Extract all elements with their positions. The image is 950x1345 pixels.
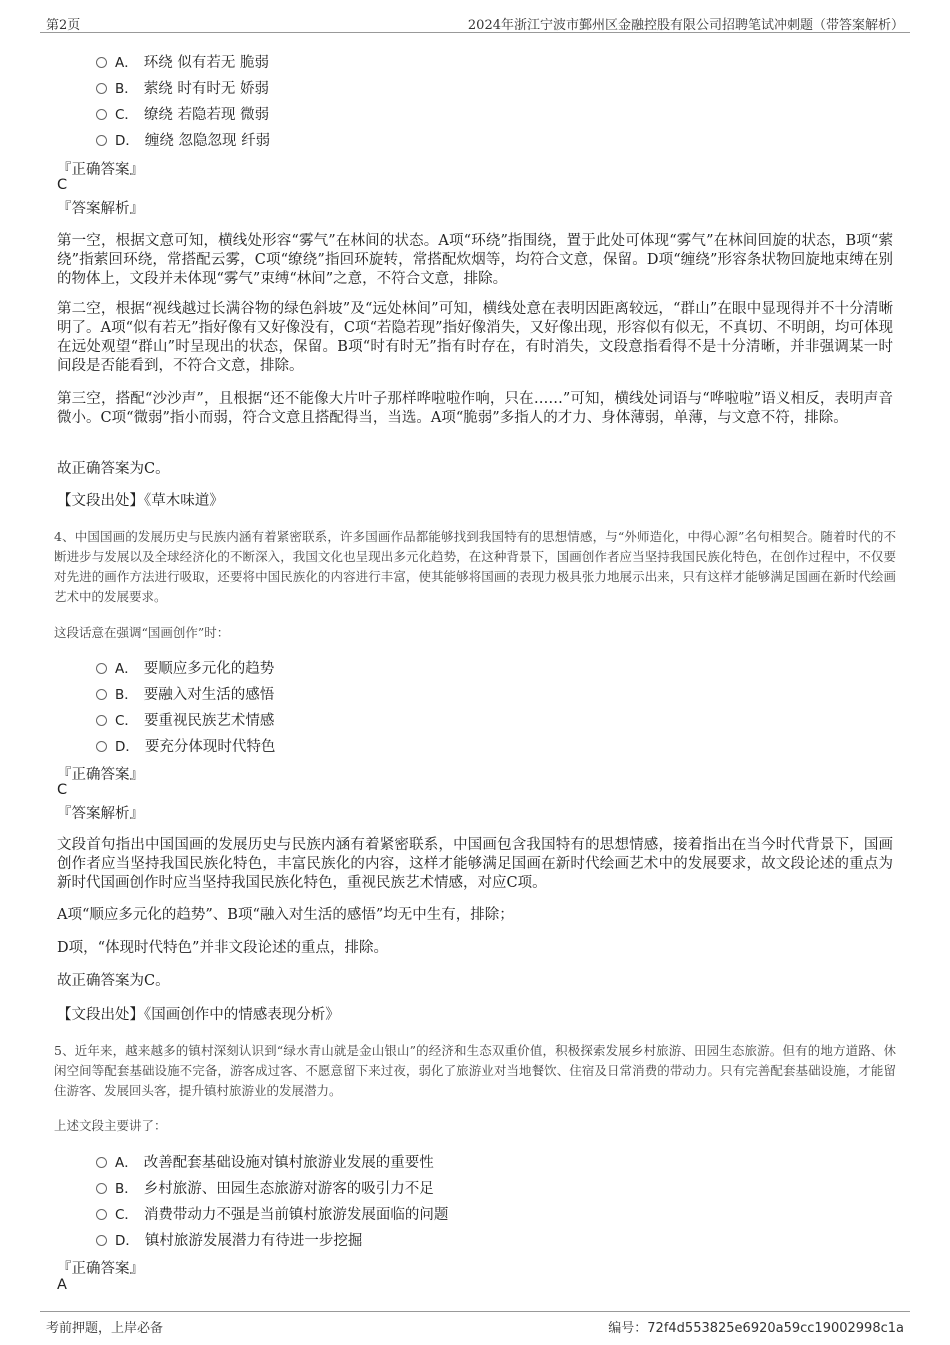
q3-analysis-para-3: 第三空，搭配“沙沙声”，且根据“还不能像大片叶子那样哗啦啦作响，只在……”可知，横线处词语与“哗啦啦”语义相反，表明声音微小。C项“微弱”指小而弱，符合文意且搭配得当，当选。A项“脆弱”多指人的才力、身体薄弱，单薄，与文意不符，排除。 — [57, 391, 893, 426]
q4-analysis-para-1: 文段首句指出中国国画的发展历史与民族内涵有着紧密联系，中国画包含我国特有的思想情感，接着指出在当今时代背景下，国画创作者应当坚持我国民族化特色，丰富民族化的内容，这样才能够满足国画在新时代绘画艺术中的发展要求，故文段论述的重点为新时代国画创作时应当坚持我国民族化特色，重视民族艺术情感，对应C项。 — [57, 837, 893, 891]
q4-answer: C — [57, 782, 68, 798]
q4-option-d[interactable]: D． 要充分体现时代特色 — [96, 735, 275, 756]
q4-prompt: 这段话意在强调“国画创作”时： — [54, 625, 230, 640]
radio-icon[interactable] — [96, 689, 107, 700]
radio-icon[interactable] — [96, 135, 107, 146]
q5-option-b[interactable]: B． 乡村旅游、田园生态旅游对游客的吸引力不足 — [96, 1177, 434, 1198]
q3-conclusion: 故正确答案为C。 — [57, 461, 170, 477]
q3-analysis-label: 『答案解析』 — [57, 201, 144, 217]
q3-option-d[interactable]: D． 缠绕 忽隐忽现 纤弱 — [96, 129, 270, 150]
radio-icon[interactable] — [96, 741, 107, 752]
page-footer — [40, 1311, 910, 1336]
document-title: 2024年浙江宁波市鄞州区金融控股有限公司招聘笔试冲刺题（带答案解析） — [467, 18, 904, 33]
radio-icon[interactable] — [96, 57, 107, 68]
radio-icon[interactable] — [96, 1183, 107, 1194]
q4-analysis-para-2: A项“顺应多元化的趋势”、B项“融入对生活的感悟”均无中生有，排除； — [57, 907, 514, 923]
footer-slogan: 考前押题，上岸必备 — [46, 1321, 164, 1336]
document-code — [608, 1317, 904, 1336]
q5-option-c[interactable]: C． 消费带动力不强是当前镇村旅游发展面临的问题 — [96, 1203, 448, 1224]
q3-answer-label: 『正确答案』 — [57, 162, 144, 178]
q5-option-a[interactable]: A． 改善配套基础设施对镇村旅游业发展的重要性 — [96, 1151, 434, 1172]
q4-analysis-label: 『答案解析』 — [57, 806, 144, 822]
q3-option-a[interactable]: A． 环绕 似有若无 脆弱 — [96, 51, 269, 72]
radio-icon[interactable] — [96, 663, 107, 674]
q5-option-d[interactable]: D． 镇村旅游发展潜力有待进一步挖掘 — [96, 1229, 362, 1250]
radio-icon[interactable] — [96, 1235, 107, 1246]
q4-source: 【文段出处】《国画创作中的情感表现分析》 — [57, 1007, 340, 1023]
page-number: 第2页 — [46, 18, 81, 33]
q5-prompt: 上述文段主要讲了： — [54, 1118, 167, 1133]
q5-stem: 5、近年来，越来越多的镇村深刻认识到“绿水青山就是金山银山”的经济和生态双重价值，积极探索发展乡村旅游、田园生态旅游。但有的地方道路、休闲空间等配套基础设施不完备，游客成过客、不愿意留下来过夜，弱化了旅游业对当地餐饮、住宿及日常消费的带动力。只有完善配套基础设施，才能留住游客、发展回头客，提升镇村旅游业的发展潜力。 — [54, 1043, 896, 1098]
q3-answer: C — [57, 177, 68, 193]
radio-icon[interactable] — [96, 1157, 107, 1168]
code-label: 编号： — [608, 1321, 648, 1336]
q4-conclusion: 故正确答案为C。 — [57, 973, 170, 989]
q3-option-b[interactable]: B． 萦绕 时有时无 娇弱 — [96, 77, 269, 98]
q3-analysis-para-2: 第二空，根据“视线越过长满谷物的绿色斜坡”及“远处林间”可知，横线处意在表明因距离较远，“群山”在眼中显现得并不十分清晰明了。A项“似有若无”指好像有又好像没有，C项“若隐若现”指好像消失，又好像出现，形容似有似无，不真切、不明朗，均可体现在远处观望“群山”时呈现出的状态，保留。B项“时有时无”指有时存在，有时消失，文段意指看得不是十分清晰，并非强调某一时间段是否能看到，不符合文意，排除。 — [57, 301, 893, 374]
q5-answer: A — [57, 1277, 67, 1293]
q3-source: 【文段出处】《草木味道》 — [57, 493, 224, 509]
code-value: 72f4d553825e6920a59cc19002998c1a — [647, 1321, 904, 1336]
radio-icon[interactable] — [96, 83, 107, 94]
q4-answer-label: 『正确答案』 — [57, 767, 144, 783]
radio-icon[interactable] — [96, 109, 107, 120]
q5-answer-label: 『正确答案』 — [57, 1261, 144, 1277]
q4-analysis-para-3: D项，“体现时代特色”并非文段论述的重点，排除。 — [57, 940, 388, 956]
q4-stem: 4、中国国画的发展历史与民族内涵有着紧密联系，许多国画作品都能够找到我国特有的思想情感，与“外师造化，中得心源”名句相契合。随着时代的不断进步与发展以及全球经济化的不断深入，我国文化也呈现出多元化趋势，在这种背景下，国画创作者应当坚持我国民族化特色，在创作过程中，不仅要对先进的画作方法进行吸取，还要将中国民族化的内容进行丰富，使其能够将国画的表现力极具张力地展示出来，只有这样才能够满足国画在新时代绘画艺术中的发展要求。 — [54, 529, 896, 604]
q4-option-a[interactable]: A． 要顺应多元化的趋势 — [96, 657, 274, 678]
q3-option-c[interactable]: C． 缭绕 若隐若现 微弱 — [96, 103, 269, 124]
q3-analysis-para-1: 第一空，根据文意可知，横线处形容“雾气”在林间的状态。A项“环绕”指围绕，置于此处可体现“雾气”在林间回旋的状态，B项“萦绕”指萦回环绕，常搭配云雾，C项“缭绕”指回环旋转，常搭配炊烟等，均符合文意，保留。D项“缠绕”形容条状物回旋地束缚在别的物体上，文段并未体现“雾气”束缚“林间”之意，不符合文意，排除。 — [57, 233, 893, 287]
q4-option-b[interactable]: B． 要融入对生活的感悟 — [96, 683, 274, 704]
radio-icon[interactable] — [96, 715, 107, 726]
q4-option-c[interactable]: C． 要重视民族艺术情感 — [96, 709, 274, 730]
radio-icon[interactable] — [96, 1209, 107, 1220]
page-header — [40, 10, 910, 33]
